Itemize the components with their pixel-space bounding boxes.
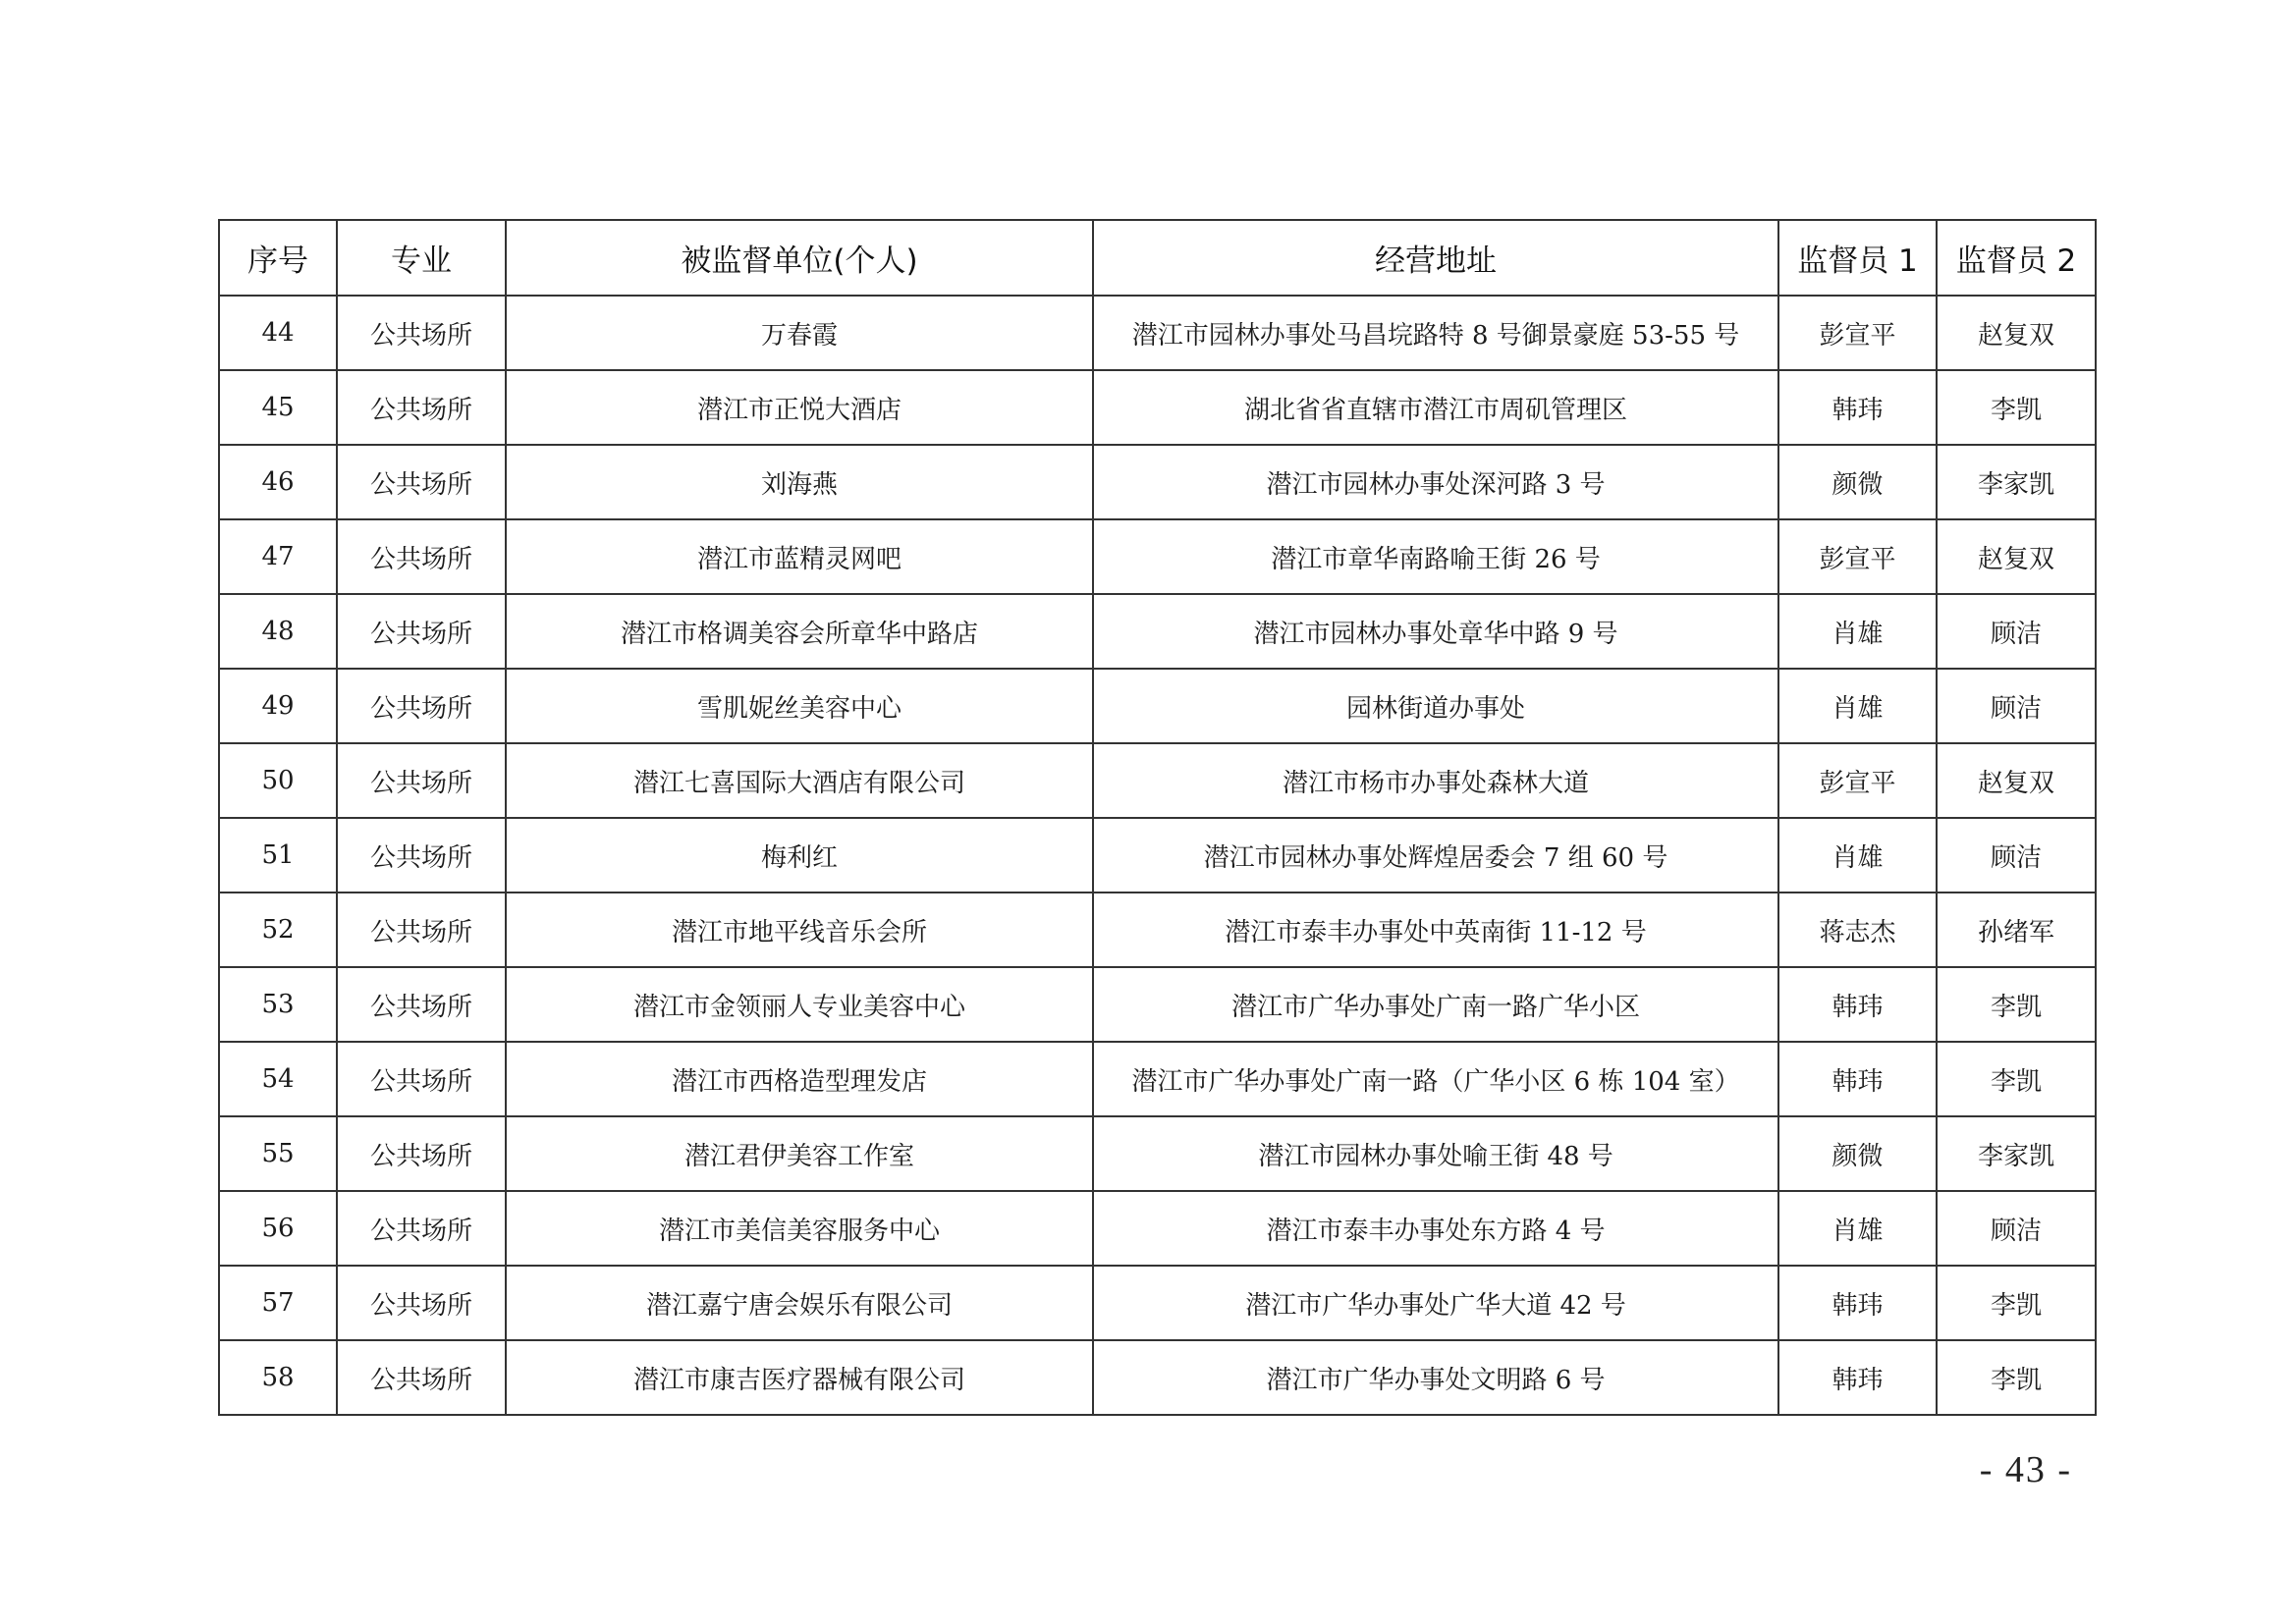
cell-seq: 54 <box>219 1042 337 1116</box>
cell-category: 公共场所 <box>337 818 506 893</box>
table-row <box>219 594 2096 669</box>
table-row <box>219 519 2096 594</box>
cell-address: 潜江市园林办事处深河路 3 号 <box>1093 445 1778 519</box>
cell-category: 公共场所 <box>337 1340 506 1415</box>
cell-unit: 潜江七喜国际大酒店有限公司 <box>506 743 1093 818</box>
cell-supervisor-1: 肖雄 <box>1778 669 1937 743</box>
cell-address: 潜江市泰丰办事处中英南街 11-12 号 <box>1093 893 1778 967</box>
table-row <box>219 296 2096 370</box>
cell-address: 潜江市广华办事处广南一路广华小区 <box>1093 967 1778 1042</box>
cell-supervisor-2: 李凯 <box>1937 967 2096 1042</box>
cell-address: 潜江市广华办事处广华大道 42 号 <box>1093 1266 1778 1340</box>
cell-unit: 潜江市美信美容服务中心 <box>506 1191 1093 1266</box>
cell-supervisor-2: 李家凯 <box>1937 445 2096 519</box>
cell-category: 公共场所 <box>337 1266 506 1340</box>
cell-unit: 雪肌妮丝美容中心 <box>506 669 1093 743</box>
cell-seq: 51 <box>219 818 337 893</box>
supervision-table <box>218 219 2097 1416</box>
table-row <box>219 1042 2096 1116</box>
cell-category: 公共场所 <box>337 967 506 1042</box>
cell-supervisor-2: 李凯 <box>1937 1042 2096 1116</box>
cell-unit: 潜江市格调美容会所章华中路店 <box>506 594 1093 669</box>
cell-seq: 44 <box>219 296 337 370</box>
cell-supervisor-2: 顾洁 <box>1937 594 2096 669</box>
cell-address: 园林街道办事处 <box>1093 669 1778 743</box>
cell-supervisor-2: 李凯 <box>1937 370 2096 445</box>
cell-supervisor-2: 赵复双 <box>1937 743 2096 818</box>
table-row <box>219 743 2096 818</box>
cell-seq: 56 <box>219 1191 337 1266</box>
cell-seq: 47 <box>219 519 337 594</box>
cell-seq: 48 <box>219 594 337 669</box>
cell-category: 公共场所 <box>337 296 506 370</box>
table-header <box>219 220 2096 296</box>
cell-address: 潜江市园林办事处章华中路 9 号 <box>1093 594 1778 669</box>
cell-supervisor-2: 孙绪军 <box>1937 893 2096 967</box>
cell-seq: 45 <box>219 370 337 445</box>
table-row <box>219 893 2096 967</box>
header-category: 专业 <box>337 220 506 296</box>
header-unit: 被监督单位(个人) <box>506 220 1093 296</box>
cell-unit: 潜江君伊美容工作室 <box>506 1116 1093 1191</box>
cell-supervisor-1: 韩玮 <box>1778 1340 1937 1415</box>
cell-supervisor-1: 韩玮 <box>1778 1266 1937 1340</box>
table-row <box>219 669 2096 743</box>
cell-unit: 梅利红 <box>506 818 1093 893</box>
header-supervisor-2: 监督员 2 <box>1937 220 2096 296</box>
table-row <box>219 967 2096 1042</box>
header-row <box>219 220 2096 296</box>
table-row <box>219 445 2096 519</box>
cell-unit: 潜江市金领丽人专业美容中心 <box>506 967 1093 1042</box>
cell-supervisor-1: 颜微 <box>1778 445 1937 519</box>
cell-category: 公共场所 <box>337 1116 506 1191</box>
cell-unit: 刘海燕 <box>506 445 1093 519</box>
cell-seq: 53 <box>219 967 337 1042</box>
cell-supervisor-2: 顾洁 <box>1937 669 2096 743</box>
cell-address: 潜江市园林办事处辉煌居委会 7 组 60 号 <box>1093 818 1778 893</box>
table-row <box>219 1266 2096 1340</box>
cell-supervisor-1: 颜微 <box>1778 1116 1937 1191</box>
header-supervisor-1: 监督员 1 <box>1778 220 1937 296</box>
cell-supervisor-2: 李家凯 <box>1937 1116 2096 1191</box>
cell-category: 公共场所 <box>337 519 506 594</box>
cell-unit: 潜江市蓝精灵网吧 <box>506 519 1093 594</box>
cell-unit: 潜江市正悦大酒店 <box>506 370 1093 445</box>
cell-seq: 52 <box>219 893 337 967</box>
cell-supervisor-1: 肖雄 <box>1778 818 1937 893</box>
cell-unit: 万春霞 <box>506 296 1093 370</box>
cell-seq: 50 <box>219 743 337 818</box>
cell-category: 公共场所 <box>337 1191 506 1266</box>
cell-category: 公共场所 <box>337 669 506 743</box>
cell-supervisor-1: 韩玮 <box>1778 1042 1937 1116</box>
cell-category: 公共场所 <box>337 743 506 818</box>
table-row <box>219 1340 2096 1415</box>
cell-seq: 57 <box>219 1266 337 1340</box>
cell-supervisor-1: 蒋志杰 <box>1778 893 1937 967</box>
cell-seq: 46 <box>219 445 337 519</box>
cell-supervisor-2: 顾洁 <box>1937 818 2096 893</box>
cell-supervisor-2: 赵复双 <box>1937 519 2096 594</box>
table-row <box>219 818 2096 893</box>
cell-unit: 潜江市西格造型理发店 <box>506 1042 1093 1116</box>
table-row <box>219 1191 2096 1266</box>
cell-supervisor-1: 韩玮 <box>1778 370 1937 445</box>
cell-address: 潜江市泰丰办事处东方路 4 号 <box>1093 1191 1778 1266</box>
cell-seq: 55 <box>219 1116 337 1191</box>
cell-unit: 潜江嘉宁唐会娱乐有限公司 <box>506 1266 1093 1340</box>
cell-supervisor-1: 韩玮 <box>1778 967 1937 1042</box>
page-number: - 43 - <box>1979 1449 2072 1490</box>
cell-supervisor-1: 彭宣平 <box>1778 519 1937 594</box>
cell-supervisor-1: 肖雄 <box>1778 1191 1937 1266</box>
cell-address: 潜江市广华办事处文明路 6 号 <box>1093 1340 1778 1415</box>
table-row <box>219 370 2096 445</box>
cell-category: 公共场所 <box>337 445 506 519</box>
cell-address: 潜江市杨市办事处森林大道 <box>1093 743 1778 818</box>
cell-address: 潜江市园林办事处马昌垸路特 8 号御景豪庭 53-55 号 <box>1093 296 1778 370</box>
header-seq: 序号 <box>219 220 337 296</box>
cell-category: 公共场所 <box>337 594 506 669</box>
cell-supervisor-1: 彭宣平 <box>1778 743 1937 818</box>
cell-supervisor-2: 李凯 <box>1937 1340 2096 1415</box>
header-address: 经营地址 <box>1093 220 1778 296</box>
cell-supervisor-2: 顾洁 <box>1937 1191 2096 1266</box>
cell-address: 潜江市园林办事处喻王街 48 号 <box>1093 1116 1778 1191</box>
cell-address: 潜江市广华办事处广南一路（广华小区 6 栋 104 室） <box>1093 1042 1778 1116</box>
cell-seq: 49 <box>219 669 337 743</box>
cell-supervisor-2: 李凯 <box>1937 1266 2096 1340</box>
table-row <box>219 1116 2096 1191</box>
cell-supervisor-1: 彭宣平 <box>1778 296 1937 370</box>
cell-address: 潜江市章华南路喻王街 26 号 <box>1093 519 1778 594</box>
cell-supervisor-2: 赵复双 <box>1937 296 2096 370</box>
table-body <box>219 296 2096 1415</box>
cell-category: 公共场所 <box>337 370 506 445</box>
cell-unit: 潜江市地平线音乐会所 <box>506 893 1093 967</box>
cell-unit: 潜江市康吉医疗器械有限公司 <box>506 1340 1093 1415</box>
cell-category: 公共场所 <box>337 893 506 967</box>
cell-supervisor-1: 肖雄 <box>1778 594 1937 669</box>
cell-address: 湖北省省直辖市潜江市周矶管理区 <box>1093 370 1778 445</box>
cell-seq: 58 <box>219 1340 337 1415</box>
cell-category: 公共场所 <box>337 1042 506 1116</box>
